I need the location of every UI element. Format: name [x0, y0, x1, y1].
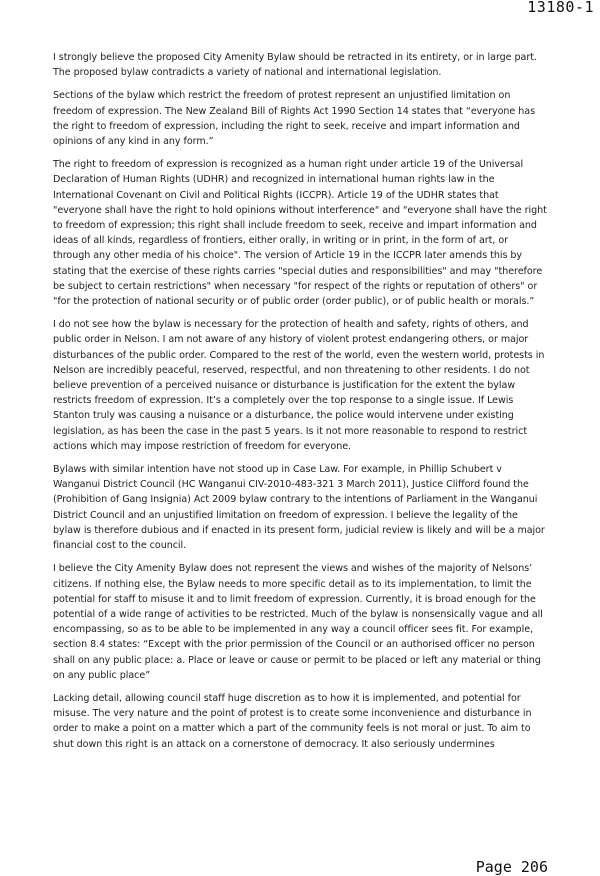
paragraph-4: I do not see how the bylaw is necessary for the protection of health and safety, rights of others, and public order in Nelson. I am not aware of any history of violent protest endangering others, or major disturbances of the public order. Compared to the rest of the world, even the western world, protests in Nelson are incredibly peaceful, reserved, respectful, and non threatening to other residents. I do not believe prevention of a perceived nuisance or disturbance is justification for the extent the bylaw restricts freedom of expression. It’s a completely over the top response to a single issue. If Lewis Stanton truly was causing a nuisance or a disturbance, the police would intervene under existing legislation, as has been the case in the past 5 years. Is it not more reasonable to respond to restrict actions which may impose restriction of freedom for everyone. [53, 319, 545, 452]
paragraph-7: Lacking detail, allowing council staff huge discretion as to how it is implemented, and potential for misuse. The very nature and the point of protest is to create some inconvenience and disturbance in order to make a point on a matter which a part of the community feels is not moral or just. To aim to shut down this right is an attack on a cornerstone of democracy. It also seriously undermines [53, 692, 532, 750]
paragraph-1: I strongly believe the proposed City Amenity Bylaw should be retracted in its entirety, or in large part. The proposed bylaw contradicts a variety of national and international legislation. [53, 52, 537, 79]
page-number: Page 206 [475, 858, 548, 876]
document-id: 13180-1 [527, 0, 594, 16]
paragraph-6: I believe the City Amenity Bylaw does not represent the views and wishes of the majority of Nelsons’ citizens. If nothing else, the Bylaw needs to more specific detail as to its implementation, to limit the potential for staff to misuse it and to limit freedom of expression. Currently, it is broad enough for the potential of a wide range of activities to be restricted. Much of the bylaw is nonsensically vague and all encompassing, so as to be able to be implemented in any way a council officer sees fit. For example, section 8.4 states: “Except with the prior permission of the Council or an authorised officer no person shall on any public place: a. Place or leave or cause or permit to be placed or left any material or thing on any public place” [53, 563, 543, 681]
paragraph-3: The right to freedom of expression is recognized as a human right under article 19 of the Universal Declaration of Human Rights (UDHR) and recognized in international human rights law in the International Covenant on Civil and Political Rights (ICCPR). Article 19 of the UDHR states that "everyone shall have the right to hold opinions without interference" and "everyone shall have the right to freedom of expression; this right shall include freedom to seek, receive and impart information and ideas of all kinds, regardless of frontiers, either orally, in writing or in print, in the form of art, or through any other media of his choice". The version of Article 19 in the ICCPR later amends this by stating that the exercise of these rights carries "special duties and responsibilities" and may "therefore be subject to certain restrictions" when necessary "for respect of the rights or reputation of others" or "for the protection of national security or of public order (order public), or of public health or morals.” [53, 159, 547, 308]
paragraph-2: Sections of the bylaw which restrict the freedom of protest represent an unjustified limitation on freedom of expression. The New Zealand Bill of Rights Act 1990 Section 14 states that “everyone has the right to freedom of expression, including the right to seek, receive and impart information and opinions of any kind in any form.” [53, 90, 536, 148]
document-body [53, 50, 547, 760]
paragraph-5: Bylaws with similar intention have not stood up in Case Law. For example, in Phillip Schubert v Wanganui District Council (HC Wanganui CIV-2010-483-321 3 March 2011), Justice Clifford found the (Prohibition of Gang Insignia) Act 2009 bylaw contrary to the intentions of Parliament in the Wanganui District Council and an unjustified limitation on freedom of expression. I believe the legality of the bylaw is therefore dubious and if enacted in its present form, judicial review is likely and will be a major financial cost to the council. [53, 464, 545, 552]
